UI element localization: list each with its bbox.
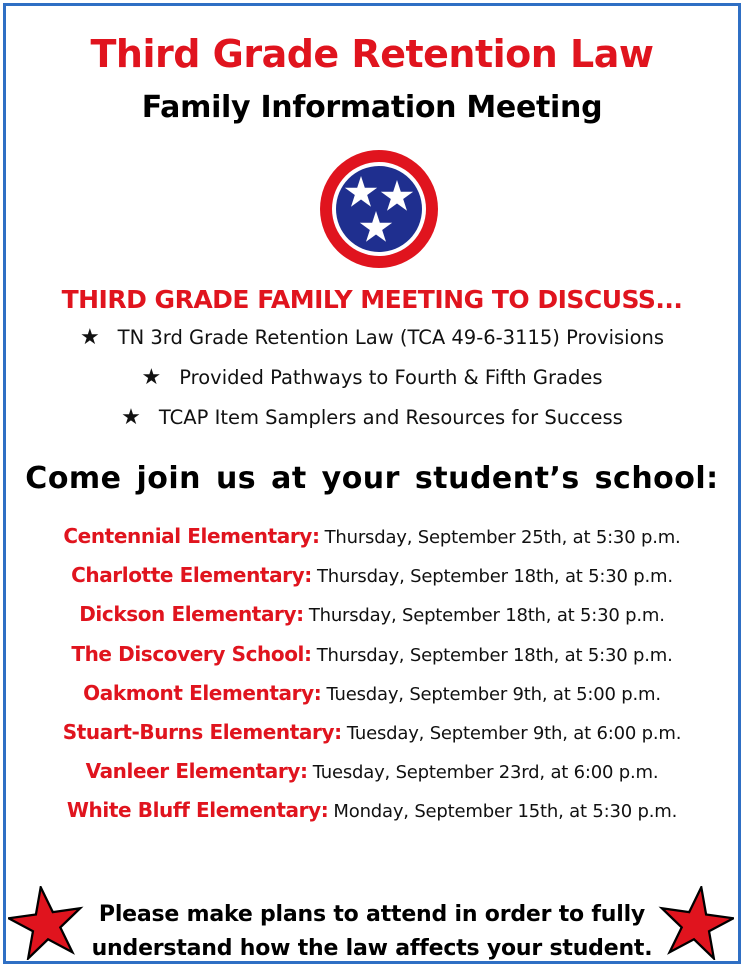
join-heading: Come join us at your student’s school: [25,461,719,496]
school-schedule [6,518,738,832]
school-meeting-time: Thursday, September 18th, at 5:30 p.m. [316,566,673,588]
red-star-icon [658,886,734,960]
school-name: Vanleer Elementary: [85,759,308,784]
school-row [6,518,738,557]
black-star-icon: ★ [79,325,100,350]
school-row [6,753,738,792]
school-row [6,792,738,831]
tennessee-tristar-icon [319,149,439,269]
red-star-icon [8,886,84,960]
topic-text: TCAP Item Samplers and Resources for Success [158,406,623,429]
school-meeting-time: Tuesday, September 9th, at 6:00 p.m. [346,722,682,744]
school-row [6,557,738,596]
topic-list [6,322,738,442]
school-row [6,636,738,675]
flyer-subtitle: Family Information Meeting [141,90,603,125]
black-star-icon: ★ [121,405,141,430]
school-name: Dickson Elementary: [79,602,304,627]
topic-item [6,322,738,362]
black-star-icon: ★ [141,365,162,390]
school-name: The Discovery School: [71,641,312,666]
flyer [3,3,741,964]
school-meeting-time: Tuesday, September 23rd, at 6:00 p.m. [312,762,659,784]
discuss-heading: THIRD GRADE FAMILY MEETING TO DISCUSS... [61,285,683,314]
school-meeting-time: Thursday, September 18th, at 5:30 p.m. [316,644,673,666]
school-name: Centennial Elementary: [63,524,320,548]
school-name: Charlotte Elementary: [71,563,312,588]
topic-item [6,362,738,402]
flyer-title: Third Grade Retention Law [90,32,654,76]
school-name: Oakmont Elementary: [83,680,322,705]
school-row [6,596,738,635]
school-name: White Bluff Elementary: [66,798,329,823]
school-meeting-time: Thursday, September 18th, at 5:30 p.m. [308,605,665,627]
topic-item [6,402,738,442]
footer-line: Please make plans to attend in order to fully [98,902,646,927]
school-row [6,714,738,753]
topic-text: TN 3rd Grade Retention Law (TCA 49-6-3115) Provisions [117,326,665,349]
school-meeting-time: Thursday, September 25th, at 5:30 p.m. [324,527,681,548]
topic-text: Provided Pathways to Fourth & Fifth Grades [179,366,603,389]
footer-line: understand how the law affects your student. [91,936,653,961]
school-meeting-time: Monday, September 15th, at 5:30 p.m. [333,801,678,823]
school-meeting-time: Tuesday, September 9th, at 5:00 p.m. [326,683,661,705]
school-name: Stuart-Burns Elementary: [62,719,342,744]
footer-message [86,898,658,966]
school-row [6,675,738,714]
